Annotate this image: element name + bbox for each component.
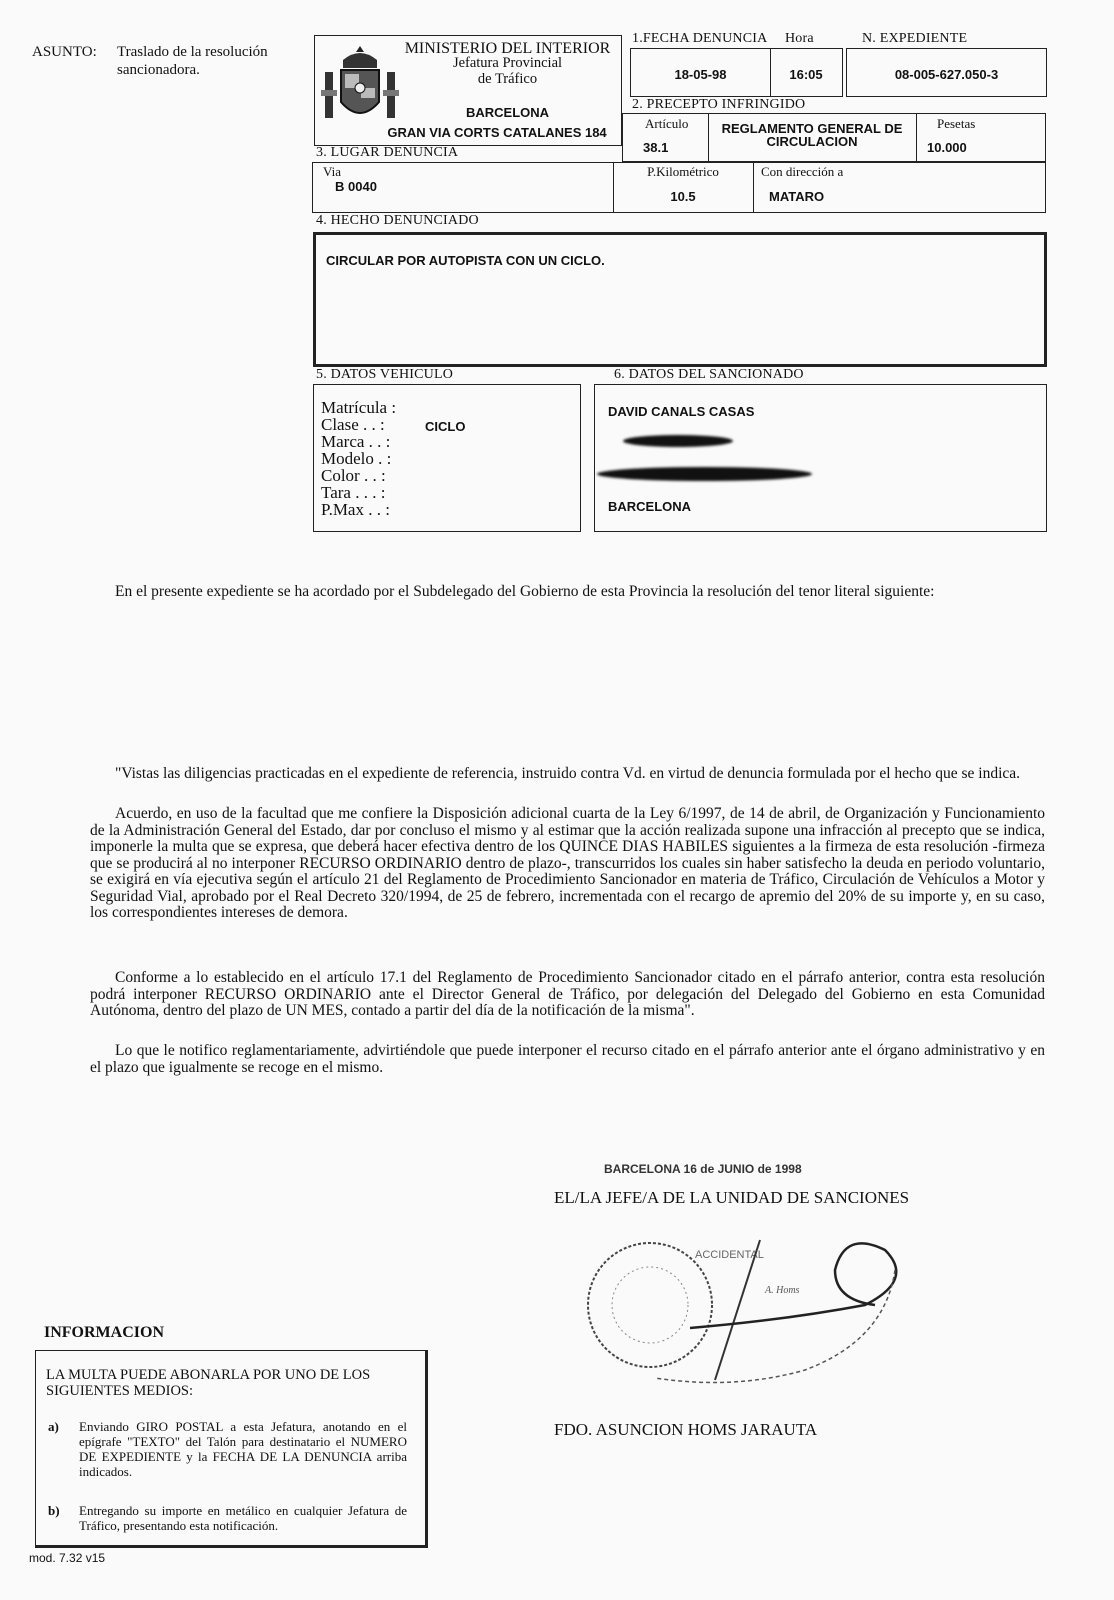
redacted-postal [597, 467, 812, 481]
ministry-header [314, 35, 622, 146]
precepto-label: 2. PRECEPTO INFRINGIDO [632, 97, 806, 112]
header-city: BARCELONA [465, 105, 550, 120]
resolution-p3 [90, 970, 1045, 1020]
via-label: Via [323, 164, 341, 179]
form-code: mod. 7.32 v15 [29, 1551, 106, 1565]
vehiculo-label: 5. DATOS VEHICULO [316, 367, 454, 382]
signature-title: EL/LA JEFE/A DE LA UNIDAD DE SANCIONES [554, 1188, 910, 1207]
vehiculo-field-marca: Marca . . : [321, 432, 391, 451]
articulo-label: Artículo [645, 116, 689, 131]
vehiculo-field-tara: Tara . . . : [321, 483, 386, 502]
svg-text:A. Homs: A. Homs [765, 1285, 800, 1296]
km-value: 10.5 [670, 189, 696, 204]
coat-of-arms-icon [321, 42, 399, 128]
official-stamp-signature [585, 1230, 915, 1400]
intro-paragraph [90, 584, 1045, 601]
informacion-title: INFORMACION [44, 1324, 164, 1341]
direccion-label: Con dirección a [761, 164, 844, 179]
direccion-value: MATARO [769, 189, 825, 204]
stamp-accidental: ACCIDENTAL [695, 1249, 764, 1261]
expediente-label: N. EXPEDIENTE [862, 31, 968, 46]
fecha-box [630, 48, 843, 97]
jefatura-line2: de Tráfico [477, 71, 538, 87]
expediente-box [846, 48, 1047, 97]
signature-date: BARCELONA 16 de JUNIO de 1998 [604, 1162, 802, 1176]
hecho-box [313, 232, 1047, 367]
resolution-p2 [90, 806, 1045, 922]
via-value: B 0040 [335, 179, 377, 194]
lugar-label: 3. LUGAR DENUNCIA [316, 145, 459, 160]
km-label: P.Kilométrico [647, 164, 719, 179]
redacted-address [623, 435, 733, 447]
sancionado-box [594, 384, 1047, 532]
p1-text: "Vistas las diligencias practicadas en el expediente de referencia, instruido contra Vd. en virtud de denuncia formulada por el hecho que se indica. [115, 765, 1021, 782]
sancionado-label: 6. DATOS DEL SANCIONADO [614, 367, 804, 382]
asunto-line2: sancionadora. [117, 62, 200, 78]
hora-value: 16:05 [789, 67, 823, 82]
precepto-box [622, 113, 1046, 162]
pesetas-label: Pesetas [937, 116, 976, 131]
sancionado-name: DAVID CANALS CASAS [608, 404, 755, 419]
signatory-name: FDO. ASUNCION HOMS JARAUTA [554, 1420, 818, 1439]
fecha-label: 1.FECHA DENUNCIA [632, 31, 768, 46]
vehiculo-field-clase: Clase . . : [321, 415, 385, 434]
pesetas-value: 10.000 [927, 140, 967, 155]
intro-text: En el presente expediente se ha acordado por el Subdelegado del Gobierno de esta Provincia la resolución del tenor literal siguiente: [115, 583, 935, 600]
informacion-intro: LA MULTA PUEDE ABONARLA POR UNO DE LOS SIGUIENTES MEDIOS: [46, 1367, 371, 1399]
resolution-p1 [90, 766, 1045, 783]
hecho-label: 4. HECHO DENUNCIADO [316, 213, 479, 228]
p2-text: Acuerdo, en uso de la facultad que me confiere la Disposición adicional cuarta de la Ley 6/1997, de 14 de abril, de Organización y Funcionamiento de la Administración General del Estado, dar por concluso el mismo y al estimar que la acción realizada supone una infracción al precepto que se indica, imponerle la multa que se expresa, que deberá hacer efectiva dentro de los QUINCE DIAS HABILES siguientes a la firmeza de esta resolución -firmeza que se producirá al no interponer RECURSO ORDINARIO dentro de plazo-, transcurridos los cuales sin haber satisfecho la deuda en periodo voluntario, se exigirá en vía ejecutiva según el artículo 21 del Reglamento de Procedimiento Sancionador en materia de Tráfico, Circulación de Vehículos a Motor y Seguridad Vial, aprobado por el Real Decreto 320/1994, de 25 de febrero, incrementada con el recargo de apremio del 20% de su importe y, en su caso, los correspondientes intereses de demora. [90, 805, 1045, 921]
lugar-box [312, 162, 1046, 213]
vehiculo-fields [321, 399, 396, 518]
item-a-text: Enviando GIRO POSTAL a esta Jefatura, anotando en el epígrafe "TEXTO" del Talón para destinatario el NUMERO DE EXPEDIENTE y la FECHA DE LA DENUNCIA arriba indicados. [79, 1419, 407, 1479]
articulo-value: 38.1 [643, 140, 669, 155]
hora-label: Hora [785, 31, 814, 46]
vehiculo-field-modelo: Modelo . : [321, 449, 392, 468]
ministry-name: MINISTERIO DEL INTERIOR [404, 40, 611, 57]
jefatura-line1: Jefatura Provincial [452, 55, 563, 71]
vehiculo-field-pmax: P.Max . . : [321, 500, 390, 519]
p3-text: Conforme a lo establecido en el artículo 17.1 del Reglamento de Procedimiento Sancionador citado en el párrafo anterior, contra esta resolución podrá interponer RECURSO ORDINARIO ante el Director General de Tráfico, por delegación del Delegado del Gobierno en esta Comunidad Autónoma, dentro del plazo de UN MES, contado a partir del día de la notificación de la misma". [90, 969, 1045, 1019]
asunto-label: ASUNTO: [32, 44, 97, 60]
header-address: GRAN VIA CORTS CATALANES 184 [387, 125, 607, 140]
sancionado-city: BARCELONA [608, 499, 692, 514]
item-b-text: Entregando su importe en metálico en cualquier Jefatura de Tráfico, presentando esta notificación. [79, 1503, 407, 1533]
item-a-marker: a) [48, 1419, 59, 1434]
vehiculo-field-matricula: Matrícula : [321, 398, 397, 417]
expediente-value: 08-005-627.050-3 [894, 67, 999, 82]
resolution-p4 [90, 1043, 1045, 1076]
vehiculo-clase-value: CICLO [425, 419, 466, 434]
vehiculo-field-color: Color . . : [321, 466, 386, 485]
p4-text: Lo que le notifico reglamentariamente, advirtiéndole que puede interponer el recurso citado en el párrafo anterior ante el órgano administrativo y en el plazo que igualmente se recoge en el mismo. [90, 1042, 1045, 1076]
vehiculo-box [313, 384, 581, 532]
asunto-line1: Traslado de la resolución [117, 44, 268, 60]
reglamento-line2: CIRCULACION [766, 134, 858, 149]
item-b-marker: b) [48, 1503, 60, 1518]
reglamento-line1: REGLAMENTO GENERAL DE [721, 121, 903, 136]
fecha-value: 18-05-98 [674, 67, 727, 82]
hecho-value: CIRCULAR POR AUTOPISTA CON UN CICLO. [326, 253, 605, 268]
informacion-box [35, 1350, 428, 1548]
